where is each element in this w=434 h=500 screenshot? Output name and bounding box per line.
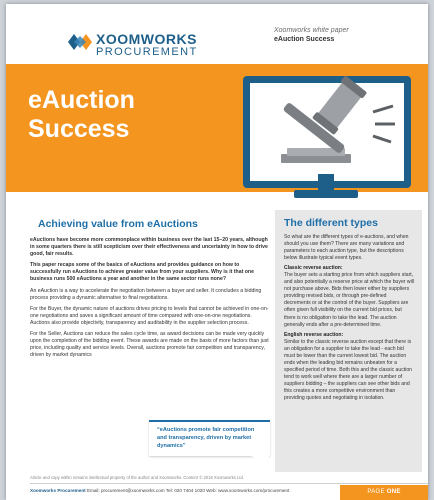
doc-title: eAuction Success [274,36,335,43]
left-paragraph: For the Buyer, the dynamic nature of auctions drives pricing to levels that cannot be achieved in one-on-one negotiations and saves a significant amount of time compared with one-on-one negotiations. Auctions also provide objectivity, transparency and auditability in the supplier selection process. [30,305,269,326]
footer-contact-details: Email: procurement@xoomworks.com Tel: 020 7404 1020 Web: www.xoomworks.com/procurement [86,488,290,493]
page-label: PAGE [367,489,385,495]
monitor-stand-icon [236,174,416,206]
right-column [275,210,422,472]
hero-title-line2: Success [28,115,130,143]
left-paragraph: For the Seller, Auctions can reduce the sales cycle time, as award decisions can be made very quickly upon the completion of the bidding event. These awards are made on the basis of more factors than just price, including quality and service levels. Overall, auctions promote fair competition and transparency, driven by market dynamics [30,331,269,359]
hero-title [28,86,188,144]
left-column [30,218,270,363]
right-body [275,234,422,402]
left-heading: Achieving value from eAuctions [38,218,198,230]
footer-divider [30,483,428,484]
hero-title-line1: eAuction [28,86,135,114]
page-number: ONE [386,489,401,495]
brand-logo [68,28,218,60]
footer-company: Xoomworks Procurement [30,488,86,493]
brand-sub: PROCUREMENT [96,46,198,58]
pull-quote-text: “eAuctions promote fair competition and transparency, driven by market dynamics” [157,427,255,449]
pull-quote [149,420,270,456]
doc-type: Xoomworks white paper [274,27,349,34]
english-heading: English reverse auction: [284,331,344,338]
right-intro: So what are the different types of e-auctions, and when should you use them? There are many variations and parameters to each auction type, but the descriptions below illustrate typical event types. [284,234,409,262]
document-page [6,4,428,500]
header-meta [274,26,349,44]
classic-text: The buyer sets a starting price from which suppliers start, and also potentially a reserve price at which the buyer will not purchase above. Bids then lower either by suppliers providing revised bids, or through pre-defined decrements or at the control of the buyer. Suppliers are often given full visibility on the current bid prices, but there is no obligation to take the lead. The auction generally ends after a pre-determined time. [284,272,414,328]
footer-contact [30,488,289,494]
page-number-tab [340,485,428,500]
left-paragraph: eAuctions have become more commonplace within business over the last 15–20 years, although in some quarters there is still scepticism over their effectiveness and uncertainty in how to drive good, fair results. [30,237,268,258]
brand-name: XOOMWORKS [96,31,197,47]
english-text: Similar to the classic reverse auction except that there is an obligation for a supplier to take the lead - each bid must be lower than the current lowest bid. The auction ends when the leading bid remains unbeaten for a specified period of time. Both this and the classic auction tend to work well where there are a larger number of suppliers bidding – the suppliers can see other bids and this creates a more competitive environment than providing quotes and negotiating in isolation. [284,338,412,402]
hero-banner [6,64,428,192]
right-heading: The different types [284,217,378,229]
footer-copyright: Article and copy within remains intellectual property of the author and Xoomworks. Content © 2015 Xoomworks Ltd. [30,475,244,480]
classic-heading: Classic reverse auction: [284,265,343,272]
xoomworks-logo-icon [68,31,92,53]
left-paragraph: An eAuction is a way to accelerate the negotiation between a buyer and seller. It concludes a bidding process providing a dynamic alternative to final negotiations. [30,287,262,301]
quote-tail-icon [251,456,269,464]
left-paragraph: This paper recaps some of the basics of eAuctions and provides guidance on how to successfully run eAuctions to achieve greater value from your suppliers. Why is it that one business runs 500 eAuctions a year and another in the same sector runs none? [30,262,254,283]
